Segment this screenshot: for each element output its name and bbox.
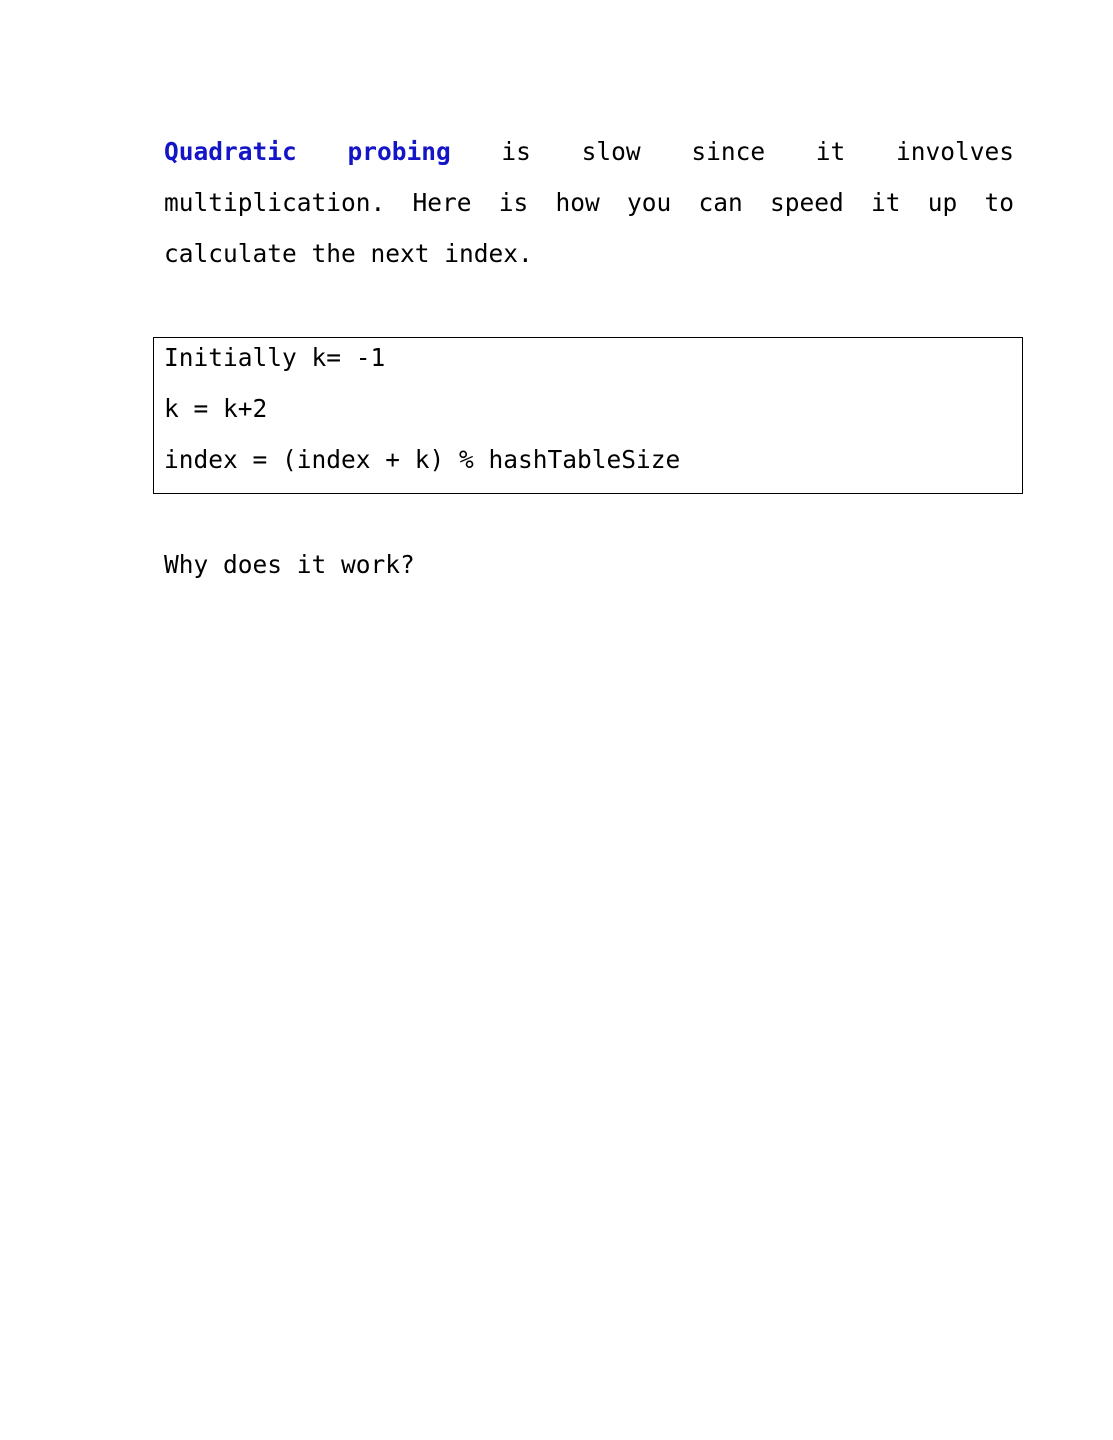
intro-text: is slow since it involves multiplication. Here is how you can speed it up to calculate the next index. <box>164 137 1014 268</box>
highlighted-term: Quadratic probing <box>164 137 451 166</box>
question-text: Why does it work? <box>164 550 415 579</box>
code-line: index = (index + k) % hashTableSize <box>164 445 681 474</box>
code-line: k = k+2 <box>164 394 268 423</box>
code-box <box>153 337 1023 494</box>
code-line: Initially k= -1 <box>164 343 386 372</box>
intro-paragraph <box>164 126 1014 279</box>
